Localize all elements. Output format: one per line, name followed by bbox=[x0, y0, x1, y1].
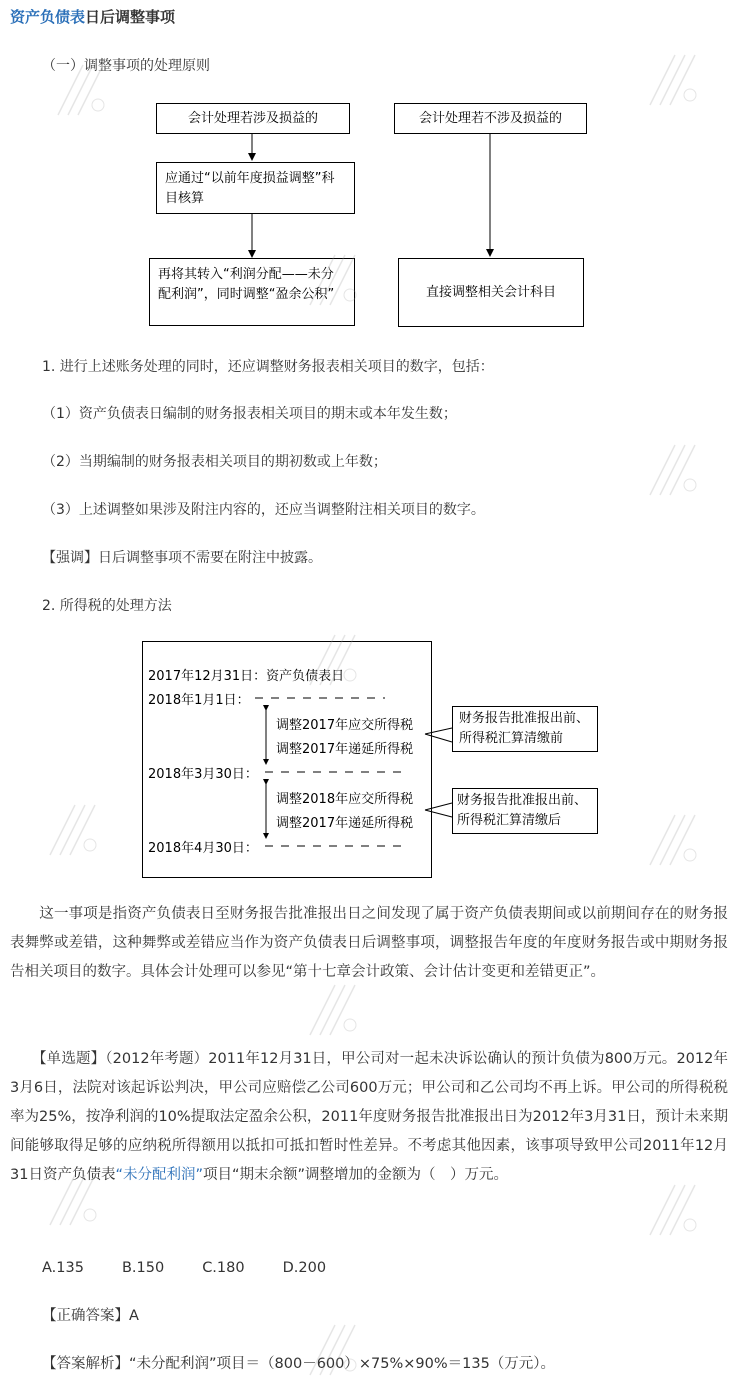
explanation-paragraph: 这一事项是指资产负债表日至财务报告批准报出日之间发现了属于资产负债表期间或以前期间存在的财务报表舞弊或差错，这种舞弊或差错应当作为资产负债表日后调整事项，调整报告年度的年度财务报告或中期财务报告相关项目的数字。具体会计处理可以参见“第十七章会计政策、会计估计变更和差错更正”。 bbox=[10, 906, 728, 980]
watermark-icon bbox=[40, 800, 100, 860]
section-heading: （一）调整事项的处理原则 bbox=[42, 58, 210, 74]
watermark-icon bbox=[300, 630, 360, 690]
answer-analysis: 【答案解析】“未分配利润”项目＝（800－600）×75%×90%＝135（万元）。 bbox=[42, 1356, 556, 1372]
watermark-icon bbox=[640, 440, 700, 500]
answer-options bbox=[42, 1258, 326, 1278]
watermark-icon bbox=[40, 1170, 100, 1230]
watermark-icon bbox=[640, 50, 700, 110]
watermark-icon bbox=[300, 980, 360, 1040]
timeline-date-3: 2018年3月30日： bbox=[148, 767, 258, 782]
title-rest: 日后调整事项 bbox=[85, 8, 176, 26]
watermark-icon bbox=[640, 1180, 700, 1240]
list-item-2: 2. 所得税的处理方法 bbox=[42, 598, 172, 614]
question-highlight: “未分配利润” bbox=[115, 1167, 203, 1183]
option-d: D.200 bbox=[282, 1260, 327, 1276]
question-text-part2: 项目“期末余额”调整增加的金额为（ ）万元。 bbox=[202, 1167, 509, 1183]
timeline-date-4: 2018年4月30日： bbox=[148, 841, 258, 856]
question-paragraph bbox=[10, 1045, 728, 1190]
callout-2-line-a: 财务报告批准报出前、 bbox=[457, 793, 588, 808]
option-a: A.135 bbox=[42, 1260, 84, 1276]
flow-box-direct: 直接调整相关会计科目 bbox=[398, 258, 584, 327]
list-sub-2: （2）当期编制的财务报表相关项目的期初数或上年数； bbox=[42, 454, 387, 470]
timeline-adj-1b: 调整2017年递延所得税 bbox=[276, 742, 414, 757]
correct-answer: 【正确答案】A bbox=[42, 1308, 139, 1324]
watermark-icon bbox=[48, 60, 108, 120]
flowchart-arrows bbox=[0, 0, 734, 340]
flow-box-with-pl: 会计处理若涉及损益的 bbox=[156, 103, 350, 134]
watermark-icon bbox=[640, 810, 700, 870]
callout-1-line-a: 财务报告批准报出前、 bbox=[459, 711, 590, 726]
callout-1-line-b: 所得税汇算清缴前 bbox=[459, 731, 564, 746]
timeline-lines bbox=[0, 630, 734, 890]
timeline-adj-2b: 调整2017年递延所得税 bbox=[276, 816, 414, 831]
flow-box-transfer: 再将其转入“利润分配——未分配利润”，同时调整“盈余公积” bbox=[149, 258, 355, 326]
callout-2-line-b: 所得税汇算清缴后 bbox=[457, 813, 562, 828]
timeline-adj-2a: 调整2018年应交所得税 bbox=[276, 792, 414, 807]
flow-box-prior-year: 应通过“以前年度损益调整”科目核算 bbox=[156, 162, 355, 214]
list-item-1: 1. 进行上述账务处理的同时，还应调整财务报表相关项目的数字，包括： bbox=[42, 359, 494, 375]
list-sub-1: （1）资产负债表日编制的财务报表相关项目的期末或本年发生数； bbox=[42, 406, 457, 422]
watermark-icon bbox=[300, 250, 360, 310]
list-sub-3: （3）上述调整如果涉及附注内容的，还应当调整附注相关项目的数字。 bbox=[42, 502, 485, 518]
flow-box-without-pl: 会计处理若不涉及损益的 bbox=[394, 103, 587, 134]
watermark-icon bbox=[300, 1320, 360, 1380]
timeline-adj-1a: 调整2017年应交所得税 bbox=[276, 718, 414, 733]
callout-before-settlement bbox=[452, 706, 598, 752]
timeline-date-1: 2017年12月31日：资产负债表日 bbox=[148, 669, 345, 684]
callout-after-settlement bbox=[452, 788, 598, 834]
timeline-date-2: 2018年1月1日： bbox=[148, 693, 250, 708]
question-text-part1: 【单选题】（2012年考题）2011年12月31日，甲公司对一起未决诉讼确认的预计负债为800万元。2012年3月6日，法院对该起诉讼判决，甲公司应赔偿乙公司600万元；甲公司和乙公司均不再上诉。甲公司的所得税税率为25%，按净利润的10%提取法定盈余公积，2011年度财务报告批准报出日为2012年3月31日，预计未来期间能够取得足够的应纳税所得额用以抵扣可抵扣暂时性差异。不考虑其他因素，该事项导致甲公司2011年12月31日资产负债表 bbox=[10, 1051, 728, 1183]
option-b: B.150 bbox=[121, 1260, 165, 1276]
emphasis-note: 【强调】日后调整事项不需要在附注中披露。 bbox=[42, 550, 322, 566]
option-c: C.180 bbox=[202, 1260, 245, 1276]
title-link[interactable]: 资产负债表 bbox=[10, 8, 86, 26]
